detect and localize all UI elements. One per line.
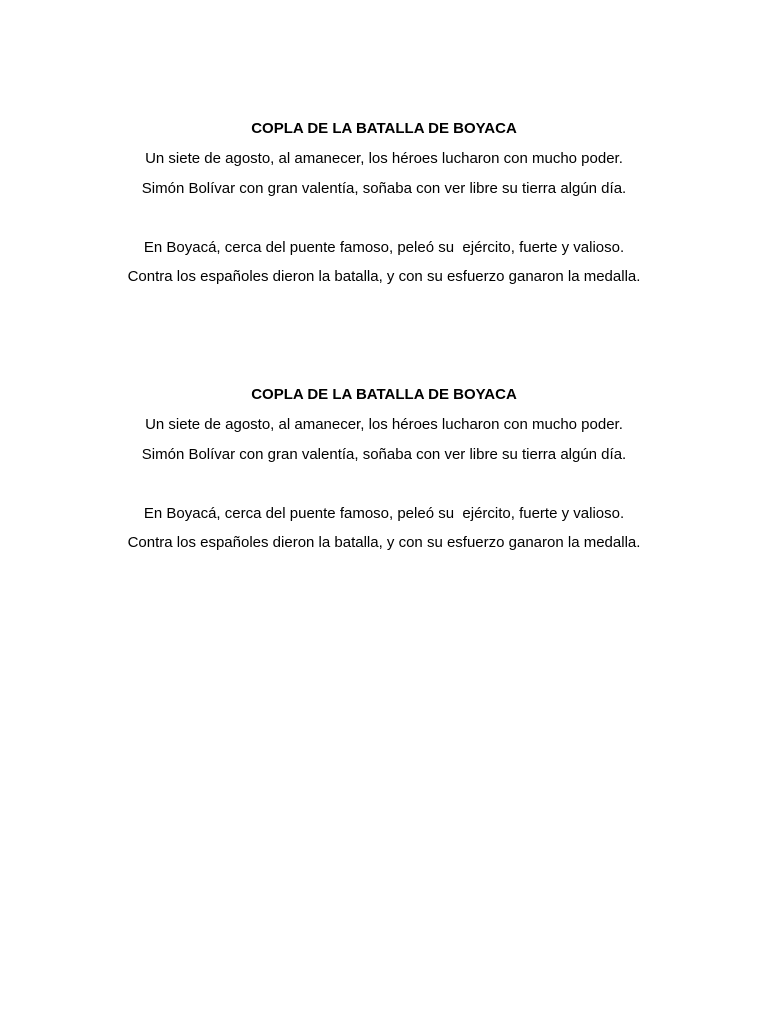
copla-block bbox=[0, 119, 768, 287]
copla-verse-line: Simón Bolívar con gran valentía, soñaba con ver libre su tierra algún día. bbox=[141, 446, 627, 463]
copla-verse-line: Contra los españoles dieron la batalla, y con su esfuerzo ganaron la medalla. bbox=[127, 534, 641, 551]
copla-verse-line: Un siete de agosto, al amanecer, los héroes lucharon con mucho poder. bbox=[145, 150, 623, 167]
copla-verse-line: Contra los españoles dieron la batalla, y con su esfuerzo ganaron la medalla. bbox=[127, 268, 641, 285]
copla-block bbox=[0, 385, 768, 553]
copla-verse-line: En Boyacá, cerca del puente famoso, peleó su ejército, fuerte y valioso. bbox=[143, 505, 625, 522]
copla-verse-line: Un siete de agosto, al amanecer, los héroes lucharon con mucho poder. bbox=[145, 416, 623, 433]
copla-title: COPLA DE LA BATALLA DE BOYACA bbox=[251, 120, 517, 137]
copla-verse-line: En Boyacá, cerca del puente famoso, peleó su ejército, fuerte y valioso. bbox=[143, 239, 625, 256]
copla-verse-line: Simón Bolívar con gran valentía, soñaba con ver libre su tierra algún día. bbox=[141, 180, 627, 197]
copla-title: COPLA DE LA BATALLA DE BOYACA bbox=[251, 386, 517, 403]
